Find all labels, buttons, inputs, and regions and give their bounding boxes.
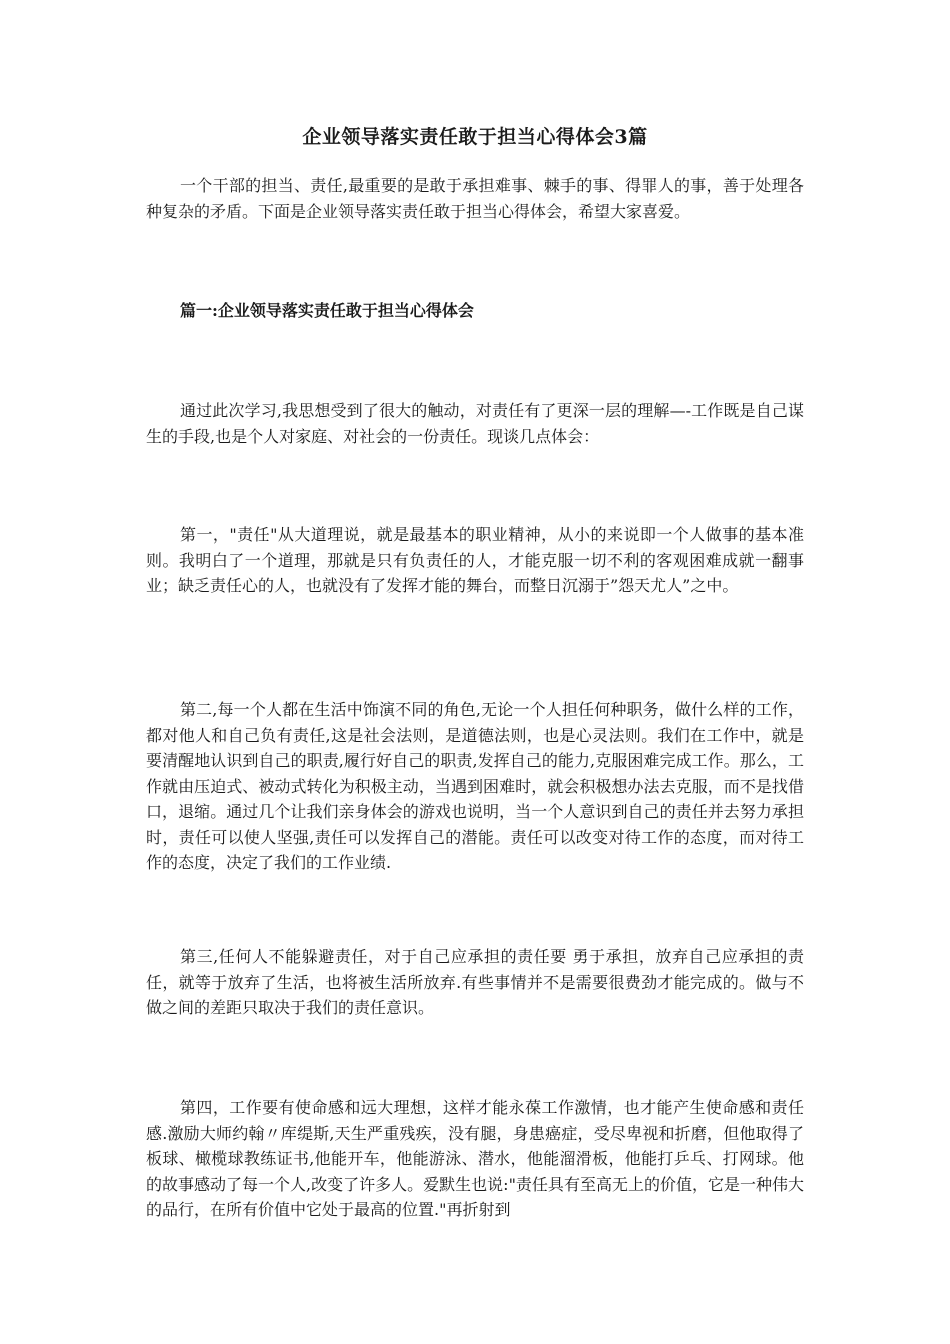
section-heading: 篇一:企业领导落实责任敢于担当心得体会: [180, 301, 474, 320]
paragraph-third: 第三,任何人不能躲避责任，对于自己应承担的责任要 勇于承担，放弃自己应承担的责任，就等于放弃了生活，也将被生活所放弃.有些事情并不是需要很费劲才能完成的。做与不做之间的差距只取决于我们的责任意识。: [146, 947, 804, 1017]
intro-paragraph: 一个干部的担当、责任,最重要的是敢于承担难事、棘手的事、得罪人的事，善于处理各种复杂的矛盾。下面是企业领导落实责任敢于担当心得体会，希望大家喜爱。: [146, 176, 804, 221]
paragraph-study: 通过此次学习,我思想受到了很大的触动，对责任有了更深一层的理解—-工作既是自己谋生的手段,也是个人对家庭、对社会的一份责任。现谈几点体会：: [146, 401, 804, 446]
paragraph-fourth: 第四，工作要有使命感和远大理想，这样才能永葆工作激情，也才能产生使命感和责任感.激励大师约翰〃库缇斯,天生严重残疾，没有腿，身患癌症，受尽卑视和折磨，但他取得了板球、橄榄球教练证书,他能开车，他能游泳、潜水，他能溜滑板，他能打乒乓、打网球。他的故事感动了每一个人,改变了许多人。爱默生也说:"责任具有至高无上的价值，它是一种伟大的品行，在所有价值中它处于最高的位置."再折射到: [146, 1098, 804, 1219]
paragraph-second: 第二,每一个人都在生活中饰演不同的角色,无论一个人担任何种职务，做什么样的工作，都对他人和自己负有责任,这是社会法则，是道德法则，也是心灵法则。我们在工作中，就是要清醒地认识到自己的职责,履行好自己的职责,发挥自己的能力,克服困难完成工作。那么，工作就由压迫式、被动式转化为积极主动，当遇到困难时，就会积极想办法去克服，而不是找借口，退缩。通过几个让我们亲身体会的游戏也说明，当一个人意识到自己的责任并去努力承担时，责任可以使人坚强,责任可以发挥自己的潜能。责任可以改变对待工作的态度，而对待工作的态度，决定了我们的工作业绩.: [146, 700, 804, 872]
document-title: 企业领导落实责任敢于担当心得体会3篇: [302, 126, 648, 148]
paragraph-first: 第一，"责任"从大道理说，就是最基本的职业精神，从小的来说即一个人做事的基本准则。我明白了一个道理，那就是只有负责任的人，才能克服一切不利的客观困难成就一翻事业；缺乏责任心的人，也就没有了发挥才能的舞台，而整日沉溺于”怨天尤人”之中。: [146, 525, 804, 595]
